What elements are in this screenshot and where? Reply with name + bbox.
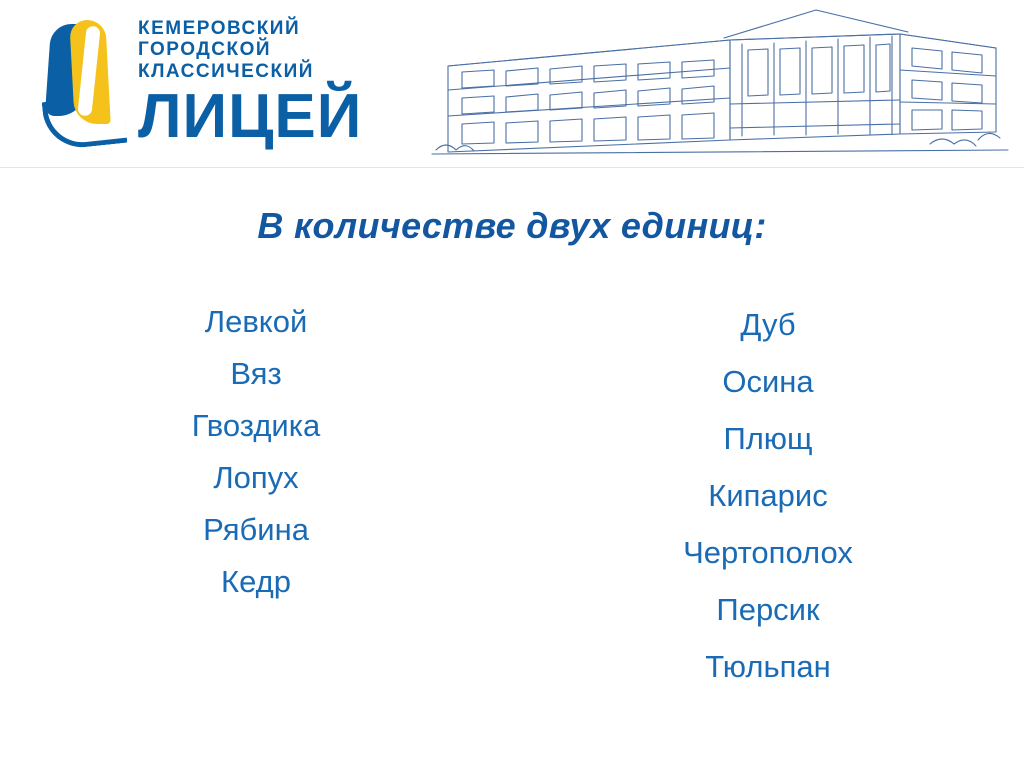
list-item: Персик (716, 592, 820, 627)
list-item: Кипарис (708, 478, 828, 513)
list-item: Рябина (203, 512, 309, 547)
list-item: Осина (722, 364, 814, 399)
header-divider (0, 167, 1024, 168)
logo-wordmark: ЛИЦЕЙ (138, 81, 363, 151)
list-item: Кедр (221, 564, 291, 599)
list-item: Чертополох (683, 535, 853, 570)
word-columns (0, 296, 1024, 695)
list-item: Плющ (723, 421, 813, 456)
list-item: Тюльпан (705, 649, 831, 684)
list-item: Лопух (213, 460, 299, 495)
logo-text-block (138, 18, 400, 151)
list-item: Гвоздика (191, 408, 321, 443)
slide-header (0, 0, 1024, 168)
emblem-tail-shape (42, 94, 128, 151)
right-word-list (512, 296, 1024, 695)
logo-line-1: КЕМЕРОВСКИЙ (138, 18, 301, 39)
logo-line-3: КЛАССИЧЕСКИЙ (138, 60, 314, 82)
left-word-list (0, 296, 512, 695)
lyceum-logo (34, 8, 404, 160)
lyceum-building-illustration (430, 4, 1010, 162)
list-item: Дуб (740, 307, 796, 342)
quill-pen-emblem-icon (42, 14, 130, 144)
list-item: Вяз (230, 356, 282, 391)
list-item: Левкой (204, 304, 308, 339)
page-title: В количестве двух единиц: (257, 205, 767, 246)
logo-line-2: ГОРОДСКОЙ (138, 39, 272, 61)
